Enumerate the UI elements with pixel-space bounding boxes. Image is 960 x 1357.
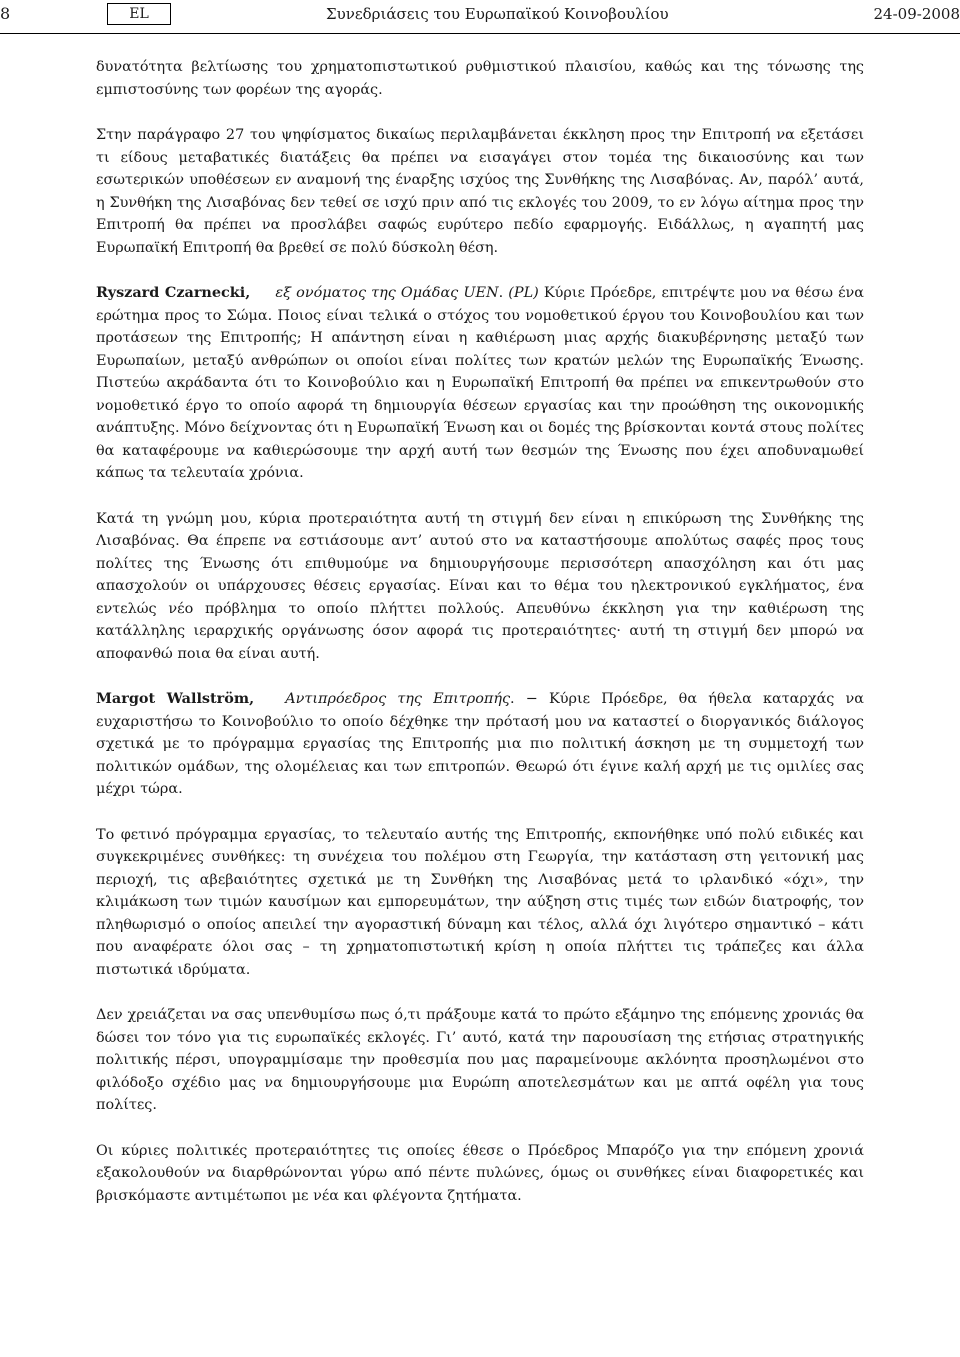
- paragraph: [96, 508, 864, 666]
- speech-text: Κύριε Πρόεδρε, επιτρέψτε μου να θέσω ένα ερώτημα προς το Σώμα. Ποιος είναι τελικά ο στόχος του νομοθετικού έργου του Κοινοβουλίου και των προτάσεων της Επιτροπής; Η απάντηση είναι η καθιέρωση μιας αρχής διακυβέρνησης μεταξύ των Ευρωπαίων, μεταξύ ανθρώπων οι οποίοι είναι πολίτες των κρατών μελών της Ευρωπαϊκής Ένωσης. Πιστεύω ακράδαντα ότι το Κοινοβούλιο και η Ευρωπαϊκή Επιτροπή θα πρέπει να επικεντρωθούν στο νομοθετικό έργο το οποίο αφορά τη δημιουργία θέσεων εργασίας και την προώθηση της οικονομικής ανάπτυξης. Μόνο δείχνοντας ότι η Ευρωπαϊκή Ένωση και οι δομές της βρίσκονται κοντά στους πολίτες θα καταφέρουμε να καθιερώσουμε την αρχή αυτή των θεσμών της Ένωσης που έχει αποδυναμωθεί κάπως τα τελευταία χρόνια.: [96, 285, 865, 481]
- speech-language: (PL): [508, 285, 539, 301]
- paragraph-text: Το φετινό πρόγραμμα εργασίας, το τελευταίο αυτής της Επιτροπής, εκπονήθηκε υπό πολύ ειδικές και συγκεκριμένες συνθήκες: τη συνέχεια του πολέμου στη Γεωργία, την κατάσταση στη γειτονική μας περιοχή, τις αβεβαιότητες σχετικά με τη Συνθήκη της Λισαβόνας μετά το ιρλανδικό «όχι», την κλιμάκωση των τιμών καυσίμων και εμπορευμάτων, την αύξηση στις τιμές των ειδών διατροφής, τον πληθωρισμό ο οποίος απειλεί την αγοραστική δύναμη και τέλος, αλλά όχι λιγότερο σημαντικό – κάτι που αναφέρατε όλοι σας – τη χρηματοπιστωτική κρίση η οποία πλήττει τις τράπεζες και άλλα πιστωτικά ιδρύματα.: [96, 826, 864, 978]
- paragraph-text: Δεν χρειάζεται να σας υπενθυμίσω πως ό,τι πράξουμε κατά το πρώτο εξάμηνο της επόμενης χρονιάς θα δώσει τον τόνο για τις ευρωπαϊκές εκλογές. Γι’ αυτό, κατά την παρουσίαση της ετήσιας στρατηγικής πολιτικής πέρσι, υπογραμμίσαμε την προθεσμία που μας παραμείνουμε ακλόνητα προσηλωμένοι στο φιλόδοξο σχέδιο μας να δημιουργήσουμε μια Ευρώπη αποτελεσμάτων και με απτά οφέλη για τους πολίτες.: [96, 1007, 864, 1113]
- speech-paragraph: [96, 688, 864, 801]
- paragraph-text: Στην παράγραφο 27 του ψηφίσματος δικαίως περιλαμβάνεται έκκληση προς την Επιτροπή να εξετάσει τι είδους μεταβατικές διατάξεις θα πρέπει να εισαγάγει στον τομέα της δικαιοσύνης και των εσωτερικών υποθέσεων εν αναμονή της έναρξης ισχύος της Συνθήκης της Λισαβόνας. Αν, παρόλ’ αυτά, η Συνθήκη της Λισαβόνας δεν τεθεί σε ισχύ πριν από τις εκλογές του 2009, το εν λόγω αίτημα προς την Επιτροπή θα πρέπει να προσλάβει σαφώς ευρύτερο πεδίο εφαρμογής. Ειδάλλως, η αγαπητή μας Ευρωπαϊκή Επιτροπή θα βρεθεί σε πολύ δύσκολη θέση.: [96, 127, 864, 256]
- document-title: Συνεδριάσεις του Ευρωπαϊκού Κοινοβουλίου: [326, 5, 669, 23]
- speaker-role: εξ ονόματος της Ομάδας UEN: [275, 285, 499, 301]
- paragraph: [96, 1004, 864, 1117]
- paragraph: [96, 56, 864, 101]
- paragraph-text: Οι κύριες πολιτικές προτεραιότητες τις οποίες έθεσε ο Πρόεδρος Μπαρόζο για την επόμενη χρονιά εξακολουθούν να διαρθρώνονται γύρω από πέντε πυλώνες, όμως οι συνθήκες είναι διαφορετικές και βρισκόμαστε αντιμέτωποι με νέα και φλέγοντα ζητήματα.: [96, 1142, 864, 1204]
- language-badge: EL: [107, 3, 171, 25]
- paragraph: [96, 124, 864, 259]
- paragraph-text: Κατά τη γνώμη μου, κύρια προτεραιότητα αυτή τη στιγμή δεν είναι η επικύρωση της Συνθήκης της Λισαβόνας. Θα έπρεπε να εστιάσουμε αντ’ αυτού στο να καταστήσουμε απολύτως σαφές προς τους πολίτες της Ένωσης ότι επιθυμούμε να δημιουργήσουμε περισσότερη απασχόληση και ότι μας απασχολούν οι υπάρχουσες θέσεις εργασίας. Είναι και το θέμα του ηλεκτρονικού εγκλήματος, ένα εντελώς νέο πρόβλημα το οποίο πλήττει πολλούς. Απευθύνω έκκληση για την καθιέρωση της κατάλληλης ιεραρχικής οργάνωσης όσον αφορά τις προτεραιότητες· αυτή τη στιγμή δεν μπορώ να αποφανθώ ποια θα είναι αυτή.: [96, 510, 864, 662]
- speaker-name: Ryszard Czarnecki,: [96, 284, 251, 301]
- speech-paragraph: [96, 282, 864, 485]
- speech-text: Κύριε Πρόεδρε, θα ήθελα καταρχάς να ευχαριστήσω το Κοινοβούλιο το οποίο δέχθηκε την πρότασή μου να καταστεί ο διοργανικός διάλογος σχετικά με το πρόγραμμα εργασίας της Επιτροπής μια πιο πολιτική άσκηση με τη συμμετοχή των πολιτικών ομάδων, της ολομέλειας και των επιτροπών. Θεωρώ ότι έγινε καλή αρχή με τις ομιλίες σας μέχρι τώρα.: [96, 691, 864, 797]
- paragraph: [96, 1140, 864, 1208]
- page-number: 8: [0, 4, 11, 23]
- speaker-role: Αντιπρόεδρος της Επιτροπής: [285, 691, 510, 707]
- speaker-name: Margot Wallström,: [96, 690, 255, 707]
- paragraph-text: δυνατότητα βελτίωσης του χρηματοπιστωτικού ρυθμιστικού πλαισίου, καθώς και της τόνωσης της εμπιστοσύνης των φορέων της αγοράς.: [96, 59, 864, 98]
- document-body: [96, 56, 864, 1230]
- page-header: [0, 0, 960, 34]
- document-date: 24-09-2008: [873, 5, 960, 23]
- header-divider: [0, 33, 960, 34]
- paragraph: [96, 824, 864, 982]
- speaker-separator: . −: [510, 691, 538, 707]
- speaker-separator: .: [498, 285, 504, 301]
